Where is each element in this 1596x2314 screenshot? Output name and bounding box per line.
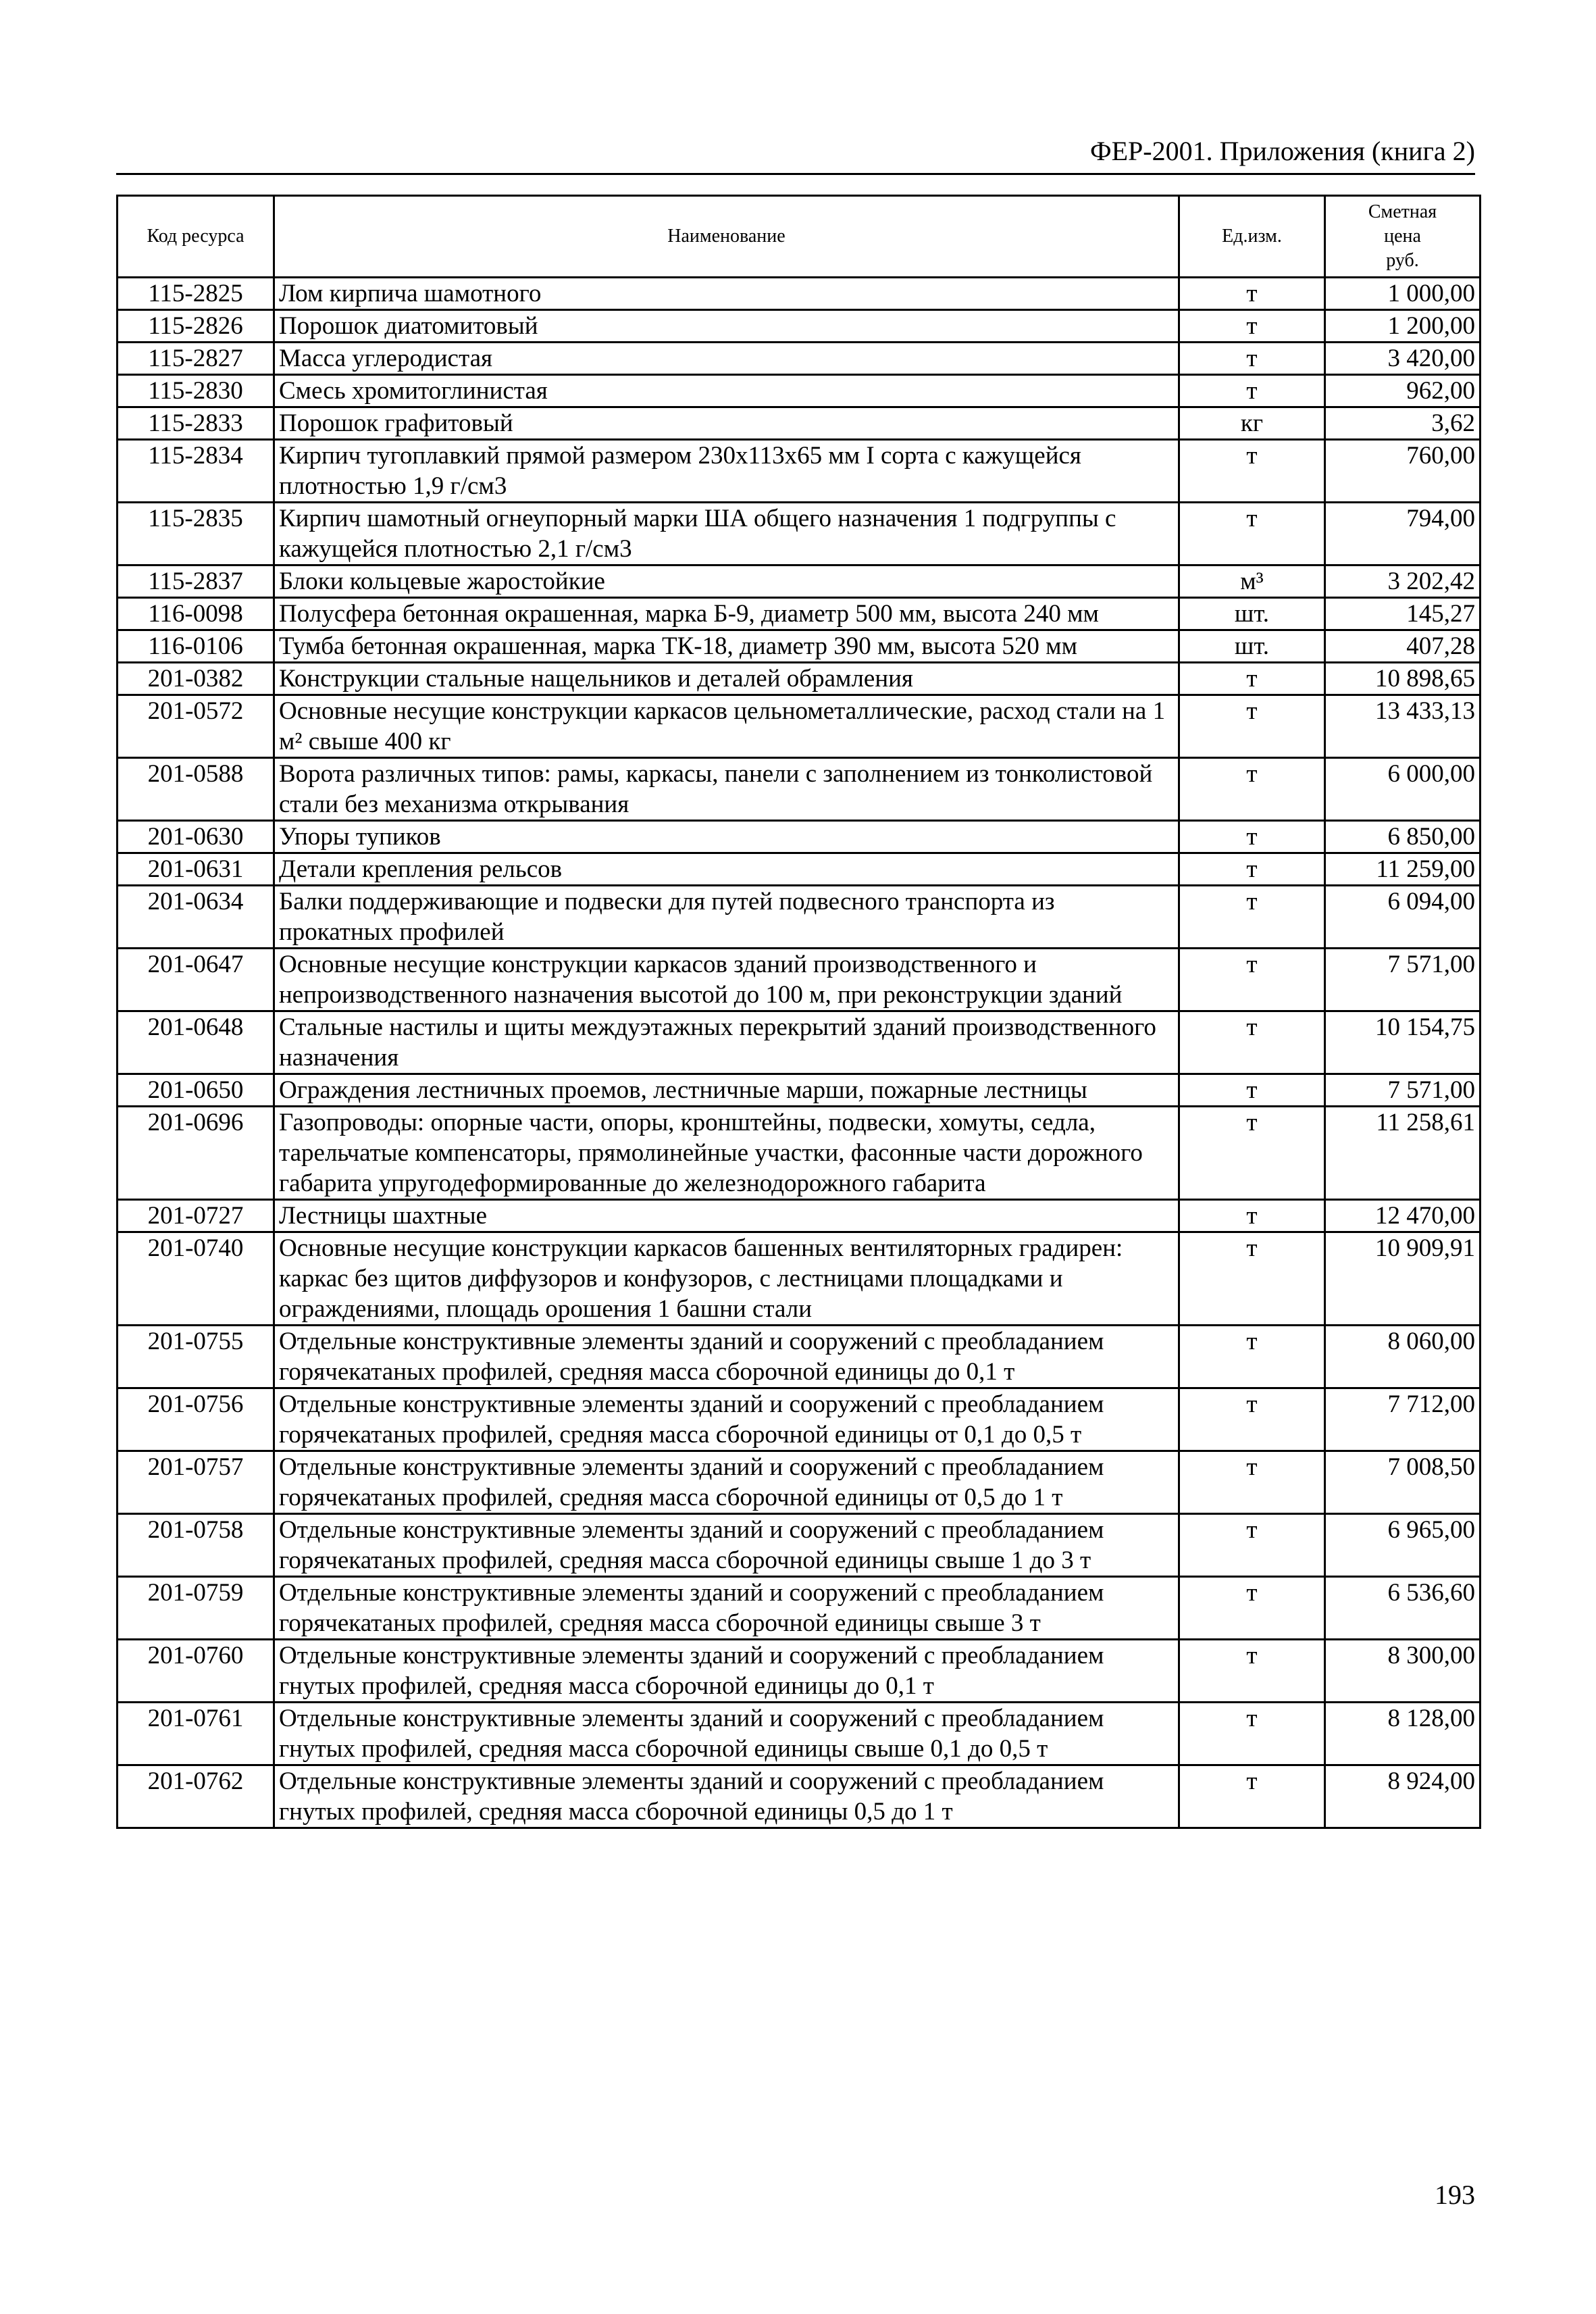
unit-cell: т bbox=[1179, 1200, 1325, 1232]
table-row bbox=[118, 1200, 1481, 1232]
unit-cell: т bbox=[1179, 758, 1325, 821]
resource-name-cell: Порошок графитовый bbox=[274, 407, 1179, 440]
unit-cell: кг bbox=[1179, 407, 1325, 440]
unit-cell: шт. bbox=[1179, 630, 1325, 663]
header-rule bbox=[116, 173, 1475, 175]
unit-cell: т bbox=[1179, 1074, 1325, 1107]
resource-name-cell: Отдельные конструктивные элементы зданий и сооружений с преобладанием горячекатаных профилей, средняя масса сборочной единицы свыше 1 до 3 т bbox=[274, 1514, 1179, 1577]
resource-code-cell: 201-0727 bbox=[118, 1200, 274, 1232]
resource-code-cell: 115-2827 bbox=[118, 343, 274, 375]
price-cell: 8 128,00 bbox=[1325, 1703, 1481, 1765]
resource-code-cell: 201-0759 bbox=[118, 1577, 274, 1640]
table-row bbox=[118, 1577, 1481, 1640]
price-cell: 6 965,00 bbox=[1325, 1514, 1481, 1577]
table-row bbox=[118, 663, 1481, 695]
price-cell: 1 000,00 bbox=[1325, 278, 1481, 310]
resource-name-cell: Упоры тупиков bbox=[274, 821, 1179, 853]
unit-cell: т bbox=[1179, 949, 1325, 1011]
table-row bbox=[118, 886, 1481, 949]
table-row bbox=[118, 1232, 1481, 1326]
table-row bbox=[118, 375, 1481, 407]
table-row bbox=[118, 310, 1481, 343]
resource-name-cell: Отдельные конструктивные элементы зданий и сооружений с преобладанием горячекатаных профилей, средняя масса сборочной единицы от 0,5 до 1 т bbox=[274, 1451, 1179, 1514]
resource-code-cell: 201-0761 bbox=[118, 1703, 274, 1765]
price-cell: 6 850,00 bbox=[1325, 821, 1481, 853]
table-row bbox=[118, 440, 1481, 503]
table-row bbox=[118, 1074, 1481, 1107]
resource-name-cell: Детали крепления рельсов bbox=[274, 853, 1179, 886]
table-row bbox=[118, 758, 1481, 821]
price-cell: 8 060,00 bbox=[1325, 1326, 1481, 1388]
unit-cell: шт. bbox=[1179, 598, 1325, 630]
unit-cell: т bbox=[1179, 1388, 1325, 1451]
price-cell: 7 571,00 bbox=[1325, 949, 1481, 1011]
column-header-code: Код ресурса bbox=[118, 196, 274, 278]
unit-cell: т bbox=[1179, 663, 1325, 695]
table-row bbox=[118, 1388, 1481, 1451]
price-cell: 12 470,00 bbox=[1325, 1200, 1481, 1232]
resource-code-cell: 116-0106 bbox=[118, 630, 274, 663]
resource-name-cell: Лом кирпича шамотного bbox=[274, 278, 1179, 310]
price-cell: 10 154,75 bbox=[1325, 1011, 1481, 1074]
column-header-price bbox=[1325, 196, 1481, 278]
table-header-row bbox=[118, 196, 1481, 278]
resource-name-cell: Отдельные конструктивные элементы зданий и сооружений с преобладанием гнутых профилей, средняя масса сборочной единицы 0,5 до 1 т bbox=[274, 1765, 1179, 1828]
resource-code-cell: 115-2834 bbox=[118, 440, 274, 503]
price-cell: 962,00 bbox=[1325, 375, 1481, 407]
unit-cell: т bbox=[1179, 1011, 1325, 1074]
column-header-name: Наименование bbox=[274, 196, 1179, 278]
resource-name-cell: Отдельные конструктивные элементы зданий и сооружений с преобладанием гнутых профилей, средняя масса сборочной единицы свыше 0,1 до 0,5 т bbox=[274, 1703, 1179, 1765]
unit-cell: т bbox=[1179, 1577, 1325, 1640]
price-cell: 1 200,00 bbox=[1325, 310, 1481, 343]
table-row bbox=[118, 407, 1481, 440]
resource-code-cell: 115-2835 bbox=[118, 503, 274, 565]
resource-name-cell: Лестницы шахтные bbox=[274, 1200, 1179, 1232]
unit-cell: т bbox=[1179, 1326, 1325, 1388]
table-row bbox=[118, 821, 1481, 853]
resource-name-cell: Ворота различных типов: рамы, каркасы, панели с заполнением из тонколистовой стали без механизма открывания bbox=[274, 758, 1179, 821]
table-row bbox=[118, 1514, 1481, 1577]
table-row bbox=[118, 598, 1481, 630]
table-row bbox=[118, 343, 1481, 375]
price-cell: 8 924,00 bbox=[1325, 1765, 1481, 1828]
price-cell: 8 300,00 bbox=[1325, 1640, 1481, 1703]
price-cell: 10 898,65 bbox=[1325, 663, 1481, 695]
resource-code-cell: 201-0630 bbox=[118, 821, 274, 853]
unit-cell: т bbox=[1179, 343, 1325, 375]
table-row bbox=[118, 949, 1481, 1011]
price-cell: 407,28 bbox=[1325, 630, 1481, 663]
resource-code-cell: 201-0647 bbox=[118, 949, 274, 1011]
price-cell: 6 000,00 bbox=[1325, 758, 1481, 821]
resource-name-cell: Балки поддерживающие и подвески для путей подвесного транспорта из прокатных профилей bbox=[274, 886, 1179, 949]
price-cell: 11 258,61 bbox=[1325, 1107, 1481, 1200]
unit-cell: т bbox=[1179, 1514, 1325, 1577]
unit-cell: т bbox=[1179, 503, 1325, 565]
resource-name-cell: Кирпич шамотный огнеупорный марки ША общего назначения 1 подгруппы с кажущейся плотностью 2,1 г/см3 bbox=[274, 503, 1179, 565]
resource-code-cell: 201-0757 bbox=[118, 1451, 274, 1514]
column-header-price-line3: руб. bbox=[1386, 250, 1419, 271]
price-cell: 7 571,00 bbox=[1325, 1074, 1481, 1107]
resource-name-cell: Основные несущие конструкции каркасов цельнометаллические, расход стали на 1 м² свыше 400 кг bbox=[274, 695, 1179, 758]
resource-code-cell: 201-0762 bbox=[118, 1765, 274, 1828]
resource-name-cell: Отдельные конструктивные элементы зданий и сооружений с преобладанием горячекатаных профилей, средняя масса сборочной единицы до 0,1 т bbox=[274, 1326, 1179, 1388]
price-cell: 145,27 bbox=[1325, 598, 1481, 630]
table-body bbox=[118, 278, 1481, 1828]
table-row bbox=[118, 853, 1481, 886]
table-row bbox=[118, 695, 1481, 758]
resource-code-cell: 115-2826 bbox=[118, 310, 274, 343]
resource-code-cell: 201-0760 bbox=[118, 1640, 274, 1703]
unit-cell: т bbox=[1179, 886, 1325, 949]
resource-code-cell: 201-0634 bbox=[118, 886, 274, 949]
resource-name-cell: Порошок диатомитовый bbox=[274, 310, 1179, 343]
unit-cell: т bbox=[1179, 853, 1325, 886]
resource-code-cell: 115-2825 bbox=[118, 278, 274, 310]
resource-name-cell: Основные несущие конструкции каркасов зданий производственного и непроизводственного назначения высотой до 100 м, при реконструкции зданий bbox=[274, 949, 1179, 1011]
resource-code-cell: 201-0740 bbox=[118, 1232, 274, 1326]
resource-name-cell: Блоки кольцевые жаростойкие bbox=[274, 565, 1179, 598]
unit-cell: т bbox=[1179, 440, 1325, 503]
column-header-unit: Ед.изм. bbox=[1179, 196, 1325, 278]
table-row bbox=[118, 1107, 1481, 1200]
resource-name-cell: Ограждения лестничных проемов, лестничные марши, пожарные лестницы bbox=[274, 1074, 1179, 1107]
unit-cell: т bbox=[1179, 1703, 1325, 1765]
price-cell: 3 202,42 bbox=[1325, 565, 1481, 598]
column-header-price-line1: Сметная bbox=[1368, 201, 1437, 222]
resource-name-cell: Смесь хромитоглинистая bbox=[274, 375, 1179, 407]
price-cell: 11 259,00 bbox=[1325, 853, 1481, 886]
resource-code-cell: 201-0382 bbox=[118, 663, 274, 695]
resource-code-cell: 201-0588 bbox=[118, 758, 274, 821]
price-cell: 6 536,60 bbox=[1325, 1577, 1481, 1640]
price-cell: 13 433,13 bbox=[1325, 695, 1481, 758]
unit-cell: м³ bbox=[1179, 565, 1325, 598]
unit-cell: т bbox=[1179, 1451, 1325, 1514]
resource-code-cell: 201-0572 bbox=[118, 695, 274, 758]
table-row bbox=[118, 1011, 1481, 1074]
table-row bbox=[118, 1640, 1481, 1703]
column-header-price-line2: цена bbox=[1384, 226, 1421, 247]
resource-name-cell: Основные несущие конструкции каркасов башенных вентиляторных градирен: каркас без щитов диффузоров и конфузоров, с лестницами площадками и ограждениями, площадь орошения 1 башни стали bbox=[274, 1232, 1179, 1326]
price-cell: 7 008,50 bbox=[1325, 1451, 1481, 1514]
price-cell: 794,00 bbox=[1325, 503, 1481, 565]
resource-name-cell: Тумба бетонная окрашенная, марка ТК-18, диаметр 390 мм, высота 520 мм bbox=[274, 630, 1179, 663]
unit-cell: т bbox=[1179, 1765, 1325, 1828]
table-row bbox=[118, 1765, 1481, 1828]
unit-cell: т bbox=[1179, 310, 1325, 343]
resource-name-cell: Кирпич тугоплавкий прямой размером 230х113х65 мм I сорта с кажущейся плотностью 1,9 г/см3 bbox=[274, 440, 1179, 503]
unit-cell: т bbox=[1179, 821, 1325, 853]
price-cell: 7 712,00 bbox=[1325, 1388, 1481, 1451]
resource-code-cell: 201-0755 bbox=[118, 1326, 274, 1388]
resource-name-cell: Масса углеродистая bbox=[274, 343, 1179, 375]
price-cell: 760,00 bbox=[1325, 440, 1481, 503]
resource-name-cell: Отдельные конструктивные элементы зданий и сооружений с преобладанием горячекатаных профилей, средняя масса сборочной единицы свыше 3 т bbox=[274, 1577, 1179, 1640]
resource-code-cell: 201-0756 bbox=[118, 1388, 274, 1451]
price-cell: 3,62 bbox=[1325, 407, 1481, 440]
unit-cell: т bbox=[1179, 1232, 1325, 1326]
unit-cell: т bbox=[1179, 1640, 1325, 1703]
resource-name-cell: Отдельные конструктивные элементы зданий и сооружений с преобладанием горячекатаных профилей, средняя масса сборочной единицы от 0,1 до 0,5 т bbox=[274, 1388, 1179, 1451]
resource-code-cell: 201-0631 bbox=[118, 853, 274, 886]
resource-code-cell: 201-0648 bbox=[118, 1011, 274, 1074]
table-row bbox=[118, 278, 1481, 310]
table-row bbox=[118, 1326, 1481, 1388]
running-header: ФЕР-2001. Приложения (книга 2) bbox=[1090, 136, 1475, 166]
resource-name-cell: Полусфера бетонная окрашенная, марка Б-9, диаметр 500 мм, высота 240 мм bbox=[274, 598, 1179, 630]
resource-code-cell: 115-2833 bbox=[118, 407, 274, 440]
price-cell: 10 909,91 bbox=[1325, 1232, 1481, 1326]
page-number: 193 bbox=[1435, 2180, 1475, 2210]
price-cell: 6 094,00 bbox=[1325, 886, 1481, 949]
table-row bbox=[118, 503, 1481, 565]
resource-code-cell: 115-2837 bbox=[118, 565, 274, 598]
resource-name-cell: Стальные настилы и щиты междуэтажных перекрытий зданий производственного назначения bbox=[274, 1011, 1179, 1074]
resource-price-table bbox=[116, 195, 1481, 1829]
price-cell: 3 420,00 bbox=[1325, 343, 1481, 375]
resource-code-cell: 116-0098 bbox=[118, 598, 274, 630]
table-row bbox=[118, 1703, 1481, 1765]
unit-cell: т bbox=[1179, 278, 1325, 310]
unit-cell: т bbox=[1179, 375, 1325, 407]
unit-cell: т bbox=[1179, 1107, 1325, 1200]
resource-name-cell: Конструкции стальные нащельников и деталей обрамления bbox=[274, 663, 1179, 695]
table-row bbox=[118, 1451, 1481, 1514]
unit-cell: т bbox=[1179, 695, 1325, 758]
resource-code-cell: 201-0650 bbox=[118, 1074, 274, 1107]
resource-name-cell: Отдельные конструктивные элементы зданий и сооружений с преобладанием гнутых профилей, средняя масса сборочной единицы до 0,1 т bbox=[274, 1640, 1179, 1703]
resource-code-cell: 201-0758 bbox=[118, 1514, 274, 1577]
table-row bbox=[118, 630, 1481, 663]
resource-name-cell: Газопроводы: опорные части, опоры, кронштейны, подвески, хомуты, седла, тарельчатые компенсаторы, прямолинейные участки, фасонные части дорожного габарита упругодеформированные до железнодорожного габарита bbox=[274, 1107, 1179, 1200]
resource-code-cell: 201-0696 bbox=[118, 1107, 274, 1200]
table-row bbox=[118, 565, 1481, 598]
resource-code-cell: 115-2830 bbox=[118, 375, 274, 407]
